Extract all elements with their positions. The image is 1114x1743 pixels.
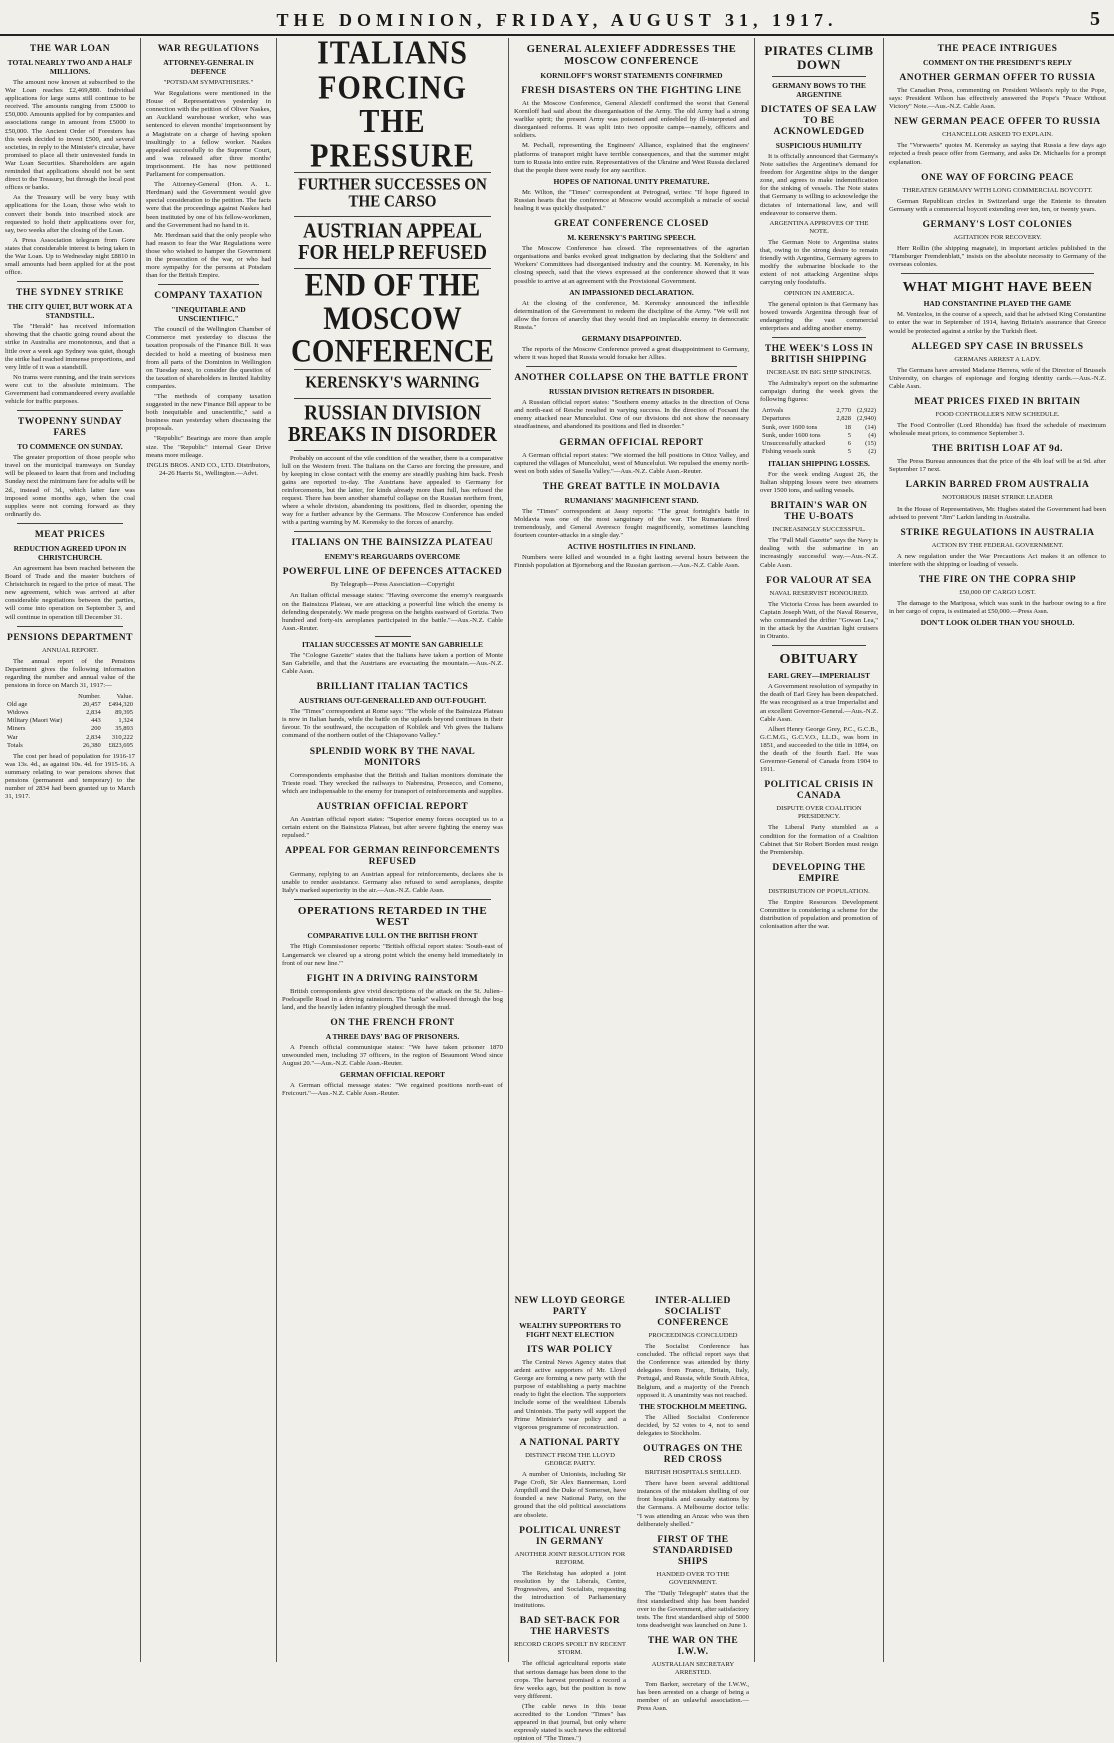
subheadline: ANNUAL REPORT. xyxy=(41,646,99,654)
table-row: Old age 20,457 £494,320 xyxy=(7,701,133,709)
subheadline: £50,000 OF CARGO LOST. xyxy=(959,589,1036,596)
byline: By Telegraph—Press Association—Copyright xyxy=(330,581,455,589)
article-text: The Empire Resources Development Committee is considering a scheme for the distribution of population and promotion of colonisation after the war. xyxy=(760,898,878,931)
article-text: Herr Rollin (the shipping magnate), in important articles published in the "Hamburger Fremdenblatt," insists on the absolute necessity to Germany of the overseas colonies. xyxy=(889,245,1106,269)
subheadline: ITALIAN SHIPPING LOSSES. xyxy=(768,458,870,468)
column-peace-intrigues xyxy=(884,38,1114,1662)
subheadline: BRITISH HOSPITALS SHELLED. xyxy=(644,1469,742,1477)
headline: THE GREAT BATTLE IN MOLDAVIA xyxy=(542,481,721,492)
article-text: German Republican circles in Switzerland urge the Entente to threaten Germany with a commercial boycott extending over ten, ten, or twenty years. xyxy=(889,197,1106,213)
article-text: Albert Henry George Grey, P.C., G.C.B., G.C.M.G., G.C.V.O., LL.D., was born in 1851, and succeeded to the title in 1894, on the death of the fourth Earl. He was Governor-General of Canada from 1904 to 1911. xyxy=(760,725,878,774)
article-text: The Germans have arrested Madame Herrera, wife of the Director of Brussels University, on charges of espionage and forging identity cards.—Aus.-N.Z. Cable Assn. xyxy=(889,366,1106,390)
newspaper-title: THE DOMINION, FRIDAY, AUGUST 31, 1917. xyxy=(276,10,838,30)
article-text: War Regulations were mentioned in the House of Representatives yesterday in connection with the petition of Oliver Naskes, an Auckland warehouse worker, who was sentenced to eleven months' imprisonment by a Magistrate on a charge of having spoken insultingly to a fellow worker. Naskes appealed successfully to the Supreme Court, and was released after three months' imprisonment. He has now petitioned Parliament for compensation. xyxy=(146,90,271,179)
headline: NEW GERMAN PEACE OFFER TO RUSSIA xyxy=(894,117,1101,128)
column-war-regulations xyxy=(141,38,276,1662)
headline: WHAT MIGHT HAVE BEEN xyxy=(902,280,1093,296)
subheadline: M. KERENSKY'S PARTING SPEECH. xyxy=(567,233,696,243)
subheadline: NOTORIOUS IRISH STRIKE LEADER xyxy=(942,494,1053,502)
article-text: An Austrian official report states: "Superior enemy forces occupied us to a certain extent on the Bainsizza Plateau, but after severe fighting the enemy was repulsed." xyxy=(282,815,503,840)
pensions-table xyxy=(5,693,135,750)
article-text: It is officially announced that Germany's Note satisfies the Argentine's demand for freedom for Argentine ships in the danger zone, and agrees to make indemnification for the sinking of vessels. The Note states that Germany is willing to acknowledge the dictates of international law, and will endeavour to conserve them. xyxy=(760,153,878,217)
headline: MEAT PRICES FIXED IN BRITAIN xyxy=(914,396,1081,407)
banner-headline: FURTHER SUCCESSES ON THE CARSO xyxy=(298,176,487,212)
article-text: The "Times" correspondent at Rome says: "The whole of the Bainsizza Plateau is now in Italian hands, while the battle on the uplands beyond continues in their favour. To the southward, the occupation of Kobilek and Vrh gives the Italians command of the northern outlet of the Chiapovano Valley." xyxy=(282,708,503,740)
subheadline: REDUCTION AGREED UPON IN CHRISTCHURCH. xyxy=(13,543,127,562)
headline: GERMAN OFFICIAL REPORT xyxy=(559,437,704,448)
article-text: The Canadian Press, commenting on President Wilson's reply to the Pope, says: President Wilson has effectively answered the Pope's "Peace Without Victory" Note.—Aus.-N.Z. Cable Assn. xyxy=(889,87,1106,111)
headline: FRESH DISASTERS ON THE FIGHTING LINE xyxy=(521,86,742,96)
advertisement-text: INGLIS BROS. AND CO., LTD. Distributors, 24-26 Harris St., Wellington.—Advt. xyxy=(146,461,271,477)
divider xyxy=(294,398,491,399)
subheadline: ACTION BY THE FEDERAL GOVERNMENT. xyxy=(931,541,1064,549)
headline: ALLEGED SPY CASE IN BRUSSELS xyxy=(911,341,1084,352)
subheadline: INCREASE IN BIG SHIP SINKINGS. xyxy=(766,368,872,376)
column-italians xyxy=(277,34,508,1662)
article-text: There have been several additional instances of the mistaken shelling of our front hospitals and casualty stations by the Germans. A Melbourne doctor tells: "I was attending an Anzac who was then deliberately shelled." xyxy=(637,1480,749,1528)
divider xyxy=(772,337,866,338)
article-text: At the closing of the conference, M. Kerensky announced the inflexible determination of the Government to redeem the discipline of the Army. "We will not allow the forces of anarchy that they would find an implacable enemy in democratic Russia." xyxy=(514,299,749,331)
headline: NEW LLOYD GEORGE PARTY xyxy=(514,1296,626,1317)
article-text: The Reichstag has adopted a joint resolution by the Liberals, Centre, Progressives, and Socialists, requesting the introduction of Parliamentary institutions. xyxy=(514,1569,626,1610)
table-row: Departures 2,828 (2,940) xyxy=(762,415,876,423)
headline: APPEAL FOR GERMAN REINFORCEMENTS REFUSED xyxy=(285,846,500,868)
page-number: 5 xyxy=(1090,8,1100,30)
headline: ANOTHER COLLAPSE ON THE BATTLE FRONT xyxy=(514,373,749,384)
subheadline: GERMANS ARREST A LADY. xyxy=(954,355,1041,363)
article-text: A number of Unionists, including Sir Page Croft, Sir Alex Bannerman, Lord Ampthill and the Duke of Somerset, have founded a new National Party, on the ground that the old political associations are obsolete. xyxy=(514,1471,626,1519)
divider xyxy=(294,450,491,451)
table-header: Number. xyxy=(78,693,101,701)
subheadline: ITALIAN SUCCESSES AT MONTE SAN GABRIELLE xyxy=(301,639,484,649)
headline: PIRATES CLIMB DOWN xyxy=(764,43,874,72)
subheadline: INCREASINGLY SUCCESSFUL. xyxy=(772,526,866,534)
article-text: An agreement has been reached between the Board of Trade and the master butchers of Christchurch in regard to the price of meat. The new agreement, which was arrived at after considerable negotiations between the parties, will come into operation on September 3, and will continue in operation till December 31. xyxy=(5,564,135,621)
divider xyxy=(17,523,123,524)
divider xyxy=(375,636,411,637)
subheadline: RECORD CROPS SPOILT BY RECENT STORM. xyxy=(514,1641,626,1657)
divider xyxy=(294,369,491,370)
article-text: The Liberal Party stumbled as a condition for the formation of a Coalition Cabinet that Sir Robert Borden must resign the Premiership. xyxy=(760,824,878,856)
subheadline: NAVAL RESERVIST HONOURED. xyxy=(769,589,869,597)
table-row: War 2,834 310,222 xyxy=(7,733,133,741)
article-text: The Allied Socialist Conference decided, by 52 votes to 4, not to send delegates to Stockholm. xyxy=(637,1413,749,1437)
table-row: Arrivals 2,770 (2,922) xyxy=(762,407,876,415)
article-text: The Victoria Cross has been awarded to Captain Joseph Watt, of the Naval Reserve, who commanded the drifter "Gowan Lea," in the attack by the Austrian light cruisers in Otranto. xyxy=(760,600,878,641)
column-lloyd-george xyxy=(509,1290,631,1743)
headline: POLITICAL CRISIS IN CANADA xyxy=(764,780,874,802)
article-text: A Russian official report states: "Southern enemy attacks in the direction of Ocna and north-east of Resche resulted in varying success. In the direction of Focsani the enemy attacked near Muncelului. One of our divisions did not show the necessary steadfastness, and abandoned its positions and fled in disorder." xyxy=(514,399,749,431)
column-socialist-conference xyxy=(632,1290,754,1712)
article-text: Probably on account of the vile condition of the weather, there is a comparative lull on the Western front. The Italians on the Carso are forcing the pressure, and by keeping in close contact with the enemy are steadily pushing him back. Fresh gains are reported to-day. The Austrians have appealed to Germany for reinforcements, but the latter, for kinds already more than full, has refused the request. There has been another shameful collapse on the Russian northern front, where a whole division, abandoning its positions, fled in disorder, opening the way for a further advance by the Germans. The Moscow Conference has ended with a parting warning by M. Kerensky to the forces of anarchy. xyxy=(282,454,503,527)
subheadline: "INEQUITABLE AND UNSCIENTIFIC." xyxy=(171,305,246,324)
headline: POLITICAL UNREST IN GERMANY xyxy=(519,1525,621,1547)
divider xyxy=(17,281,123,282)
subheadline: ANOTHER JOINT RESOLUTION FOR REFORM. xyxy=(514,1550,626,1566)
headline: OUTRAGES ON THE RED CROSS xyxy=(643,1444,743,1466)
headline: FOR VALOUR AT SEA xyxy=(766,575,872,586)
headline: MEAT PRICES xyxy=(34,529,106,540)
divider xyxy=(772,645,866,646)
article-text: Mr. Herdman said that the only people who had reason to fear the War Regulations were those who wished to hamper the Government in the prosecution of the war, or who had more sympathy for the persons at Potsdam than for the British Empire. xyxy=(146,231,271,280)
article-text: M. Venizelos, in the course of a speech, said that he advised King Constantine to enter the war in September of 1914, having Britain's assurance that Greece would be protected against a strike by the Turkish fleet. xyxy=(889,311,1106,335)
article-text: The "Vorwaerts" quotes M. Kerensky as saying that Russia a few days ago rejected a fresh peace offer from Germany, and asks Dr. Michaelis for a prompt explanation. xyxy=(889,142,1106,166)
headline: INTER-ALLIED SOCIALIST CONFERENCE xyxy=(655,1296,731,1328)
article-text: A new regulation under the War Precautions Act makes it an offence to interfere with the shipping or loading of vessels. xyxy=(889,552,1106,568)
subheadline: AGITATION FOR RECOVERY. xyxy=(953,233,1042,241)
headline: BAD SET-BACK FOR THE HARVESTS xyxy=(519,1616,621,1638)
headline: POWERFUL LINE OF DEFENCES ATTACKED xyxy=(282,567,503,578)
article-text: Tom Barker, secretary of the I.W.W., has been arrested on a charge of being a member of an unlawful association.—Press Assn. xyxy=(637,1680,749,1712)
subheadline: EARL GREY—IMPERIALIST xyxy=(768,671,870,681)
headline: BRILLIANT ITALIAN TACTICS xyxy=(316,682,469,693)
subheadline: SUSPICIOUS HUMILITY xyxy=(775,141,863,150)
article-text: A German official report states: "We stormed the hill positions in Oitoz Valley, and captured the villages of Muncelului, west of Muncelului. We repulsed the enemy north-west on both sides of Sasella Valley."—Aus.-N.Z. Cable Assn.-Reuter. xyxy=(514,451,749,475)
article-text: Numbers were killed and wounded in a fight lasting several hours between the Finnish population at Bjorneborg and the Russian garrison.—Aus.-N.Z. Cable Assn. xyxy=(514,554,749,570)
headline: THE WAR LOAN xyxy=(29,44,111,54)
subheadline: COMPARATIVE LULL ON THE BRITISH FRONT xyxy=(307,931,478,941)
headline: ANOTHER GERMAN OFFER TO RUSSIA xyxy=(899,73,1096,83)
table-row: Military (Maori War) 443 1,324 xyxy=(7,717,133,725)
article-text: The German Note to Argentina states that, owing to the strong desire to remain friendly with Argentina, Germany agrees to modify the submarine blockade to the extent of not attacking Argentine ships carrying only foodstuffs. xyxy=(760,238,878,287)
subheadline: KORNILOFF'S WORST STATEMENTS CONFIRMED xyxy=(540,71,723,80)
article-text: The Moscow Conference has closed. The representatives of the agrarian organisations and banks evoked great indignation by declaring that the Soldiers' and Workers' Committees had disorganised industry and the country. M. Kerensky, in his closing speech, said that the views expressed at the conference showed that it was possible to arrive at an agreement with the Provisional Government. xyxy=(514,245,749,285)
article-text: The Socialist Conference has concluded. The official report says that the Conference was attended by thirty delegates from France, Britain, Italy, Portugal, and Russia, while South Africa, Belgium, and a majority of the French opposed it. A unanimity was not reached. xyxy=(637,1343,749,1399)
headline: THE SYDNEY STRIKE xyxy=(16,288,124,299)
headline: GREAT CONFERENCE CLOSED xyxy=(554,219,709,230)
headline: THE BRITISH LOAF AT 9d. xyxy=(932,444,1063,455)
subheadline: THE STOCKHOLM MEETING. xyxy=(639,1401,747,1411)
subheadline: GERMAN OFFICIAL REPORT xyxy=(339,1070,446,1080)
article-text: The amount now known at subscribed to the War Loan reaches £2,469,880. Individual applications for large sums still continue to be received. The amounts ranging from £5000 to £50,000. Amounts applied for by companies and associations range in amount from £5000 to £50,000. The Ancient Order of Foresters has this week decided to invest £500, and several societies, in reply to the Minister's circular, have promised to place all their uninvested funds in War Loan Securities. Shareholders are again reminded that applications should not be sent direct to the Treasury, but through the local post offices or banks. xyxy=(5,79,136,192)
table-row: Sunk, over 1600 tons 18 (14) xyxy=(762,423,876,431)
divider xyxy=(526,366,737,367)
article-text: The "Daily Telegraph" states that the first standardised ship has been handed over to the Government, after satisfactory tests. The first standardised ship of 5000 tons deadweight was launched on June 1. xyxy=(637,1589,749,1630)
subheadline: RUSSIAN DIVISION RETREATS IN DISORDER. xyxy=(548,387,715,397)
table-row: Sunk, under 1600 tons 5 (4) xyxy=(762,431,876,439)
subheadline: HOPES OF NATIONAL UNITY PREMATURE. xyxy=(553,176,710,186)
table-row: Unsuccessfully attacked 6 (15) xyxy=(762,439,876,447)
article-text: The damage to the Mariposa, which was sunk in the harbour owing to a fire in her cargo of copra, is estimated at £50,000.—Press Assn. xyxy=(889,600,1106,616)
headline: TWOPENNY SUNDAY FARES xyxy=(17,417,123,439)
article-text: The Admiralty's report on the submarine campaign during the week gives the following figures: xyxy=(760,380,878,404)
column-war-loan xyxy=(0,38,140,1662)
article-text: The Food Controller (Lord Rhondda) has fixed the schedule of maximum wholesale meat prices, to commence September 3. xyxy=(889,422,1106,438)
banner-headline: END OF THE MOSCOW CONFERENCE xyxy=(290,267,494,370)
headline: GERMANY'S LOST COLONIES xyxy=(922,219,1073,230)
subheadline: ATTORNEY-GENERAL IN DEFENCE xyxy=(163,58,254,76)
article-text: A Press Association telegram from Gore states that considerable interest is being taken in the War Loan. Up to Wednesday night £8810 in small amounts had been applied for at the post office. xyxy=(5,236,135,277)
subheadline: OPINION IN AMERICA. xyxy=(783,289,855,297)
banner-headline: AUSTRIAN APPEAL FOR HELP REFUSED xyxy=(298,219,487,265)
subheadline: TOTAL NEARLY TWO AND A HALF MILLIONS. xyxy=(7,58,133,76)
headline: ITS WAR POLICY xyxy=(526,1345,613,1355)
headline: OBITUARY xyxy=(779,652,859,668)
headline: THE WEEK'S LOSS IN BRITISH SHIPPING xyxy=(764,343,874,365)
article-text: The High Commissioner reports: "British official report states: 'South-east of Langemarck we cleared up a strong point which the enemy held immediately in front of our new line.'" xyxy=(282,943,503,967)
article-text: A German official message states: "We regained positions north-east of Freicourt."—Aus.-N.Z. Cable Assn.-Reuter. xyxy=(282,1082,503,1098)
article-text: The "Herald" has received information showing that the chaotic going round about the strike in Australia are monotonous, and that a little over a week ago Sydney was quiet, though the strike had reached immense proportions, and very little of it was a standstill. xyxy=(5,323,135,371)
banner-headline: ITALIANS FORCING THE PRESSURE xyxy=(310,34,475,175)
headline: AUSTRIAN OFFICIAL REPORT xyxy=(316,801,469,812)
subheadline: A THREE DAYS' BAG OF PRISONERS. xyxy=(325,1031,460,1041)
subheadline: HANDED OVER TO THE GOVERNMENT. xyxy=(656,1570,730,1586)
subheadline: THE CITY QUIET, BUT WORK AT A STANDSTILL. xyxy=(7,302,133,321)
article-text: Germany, replying to an Austrian appeal for reinforcements, declares she is unable to render assistance. Germany also refused to send aeroplanes, despite Italy's marked superiority in the air.—Aus.-N.Z. Cable Assn. xyxy=(282,871,503,895)
headline: FIGHT IN A DRIVING RAINSTORM xyxy=(306,973,479,984)
subheadline: ENEMY'S REARGUARDS OVERCOME xyxy=(324,552,461,562)
subheadline: DISTINCT FROM THE LLOYD GEORGE PARTY. xyxy=(525,1451,615,1467)
headline: THE PEACE INTRIGUES xyxy=(937,44,1058,54)
subheadline: DISTRIBUTION OF POPULATION. xyxy=(768,887,870,895)
headline: COMPANY TAXATION xyxy=(154,291,263,302)
table-row: Widows 2,834 89,395 xyxy=(7,709,133,717)
headline: BRITAIN'S WAR ON THE U-BOATS xyxy=(770,501,868,523)
table-row: Fishing vessels sunk 5 (2) xyxy=(762,447,876,455)
shipping-table xyxy=(760,407,878,456)
article-text: The greater proportion of those people who travel on the municipal tramways on Sunday will be pleased to learn that from and including Sunday next the minimum fare for adults will be 2d., instead of 3d., which latter fare was imposed some months ago, when the coal supplies were not coming forward as they ordinarily do. xyxy=(5,454,136,518)
subheadline: HAD CONSTANTINE PLAYED THE GAME xyxy=(923,299,1072,309)
headline: THE FIRE ON THE COPRA SHIP xyxy=(918,575,1077,585)
article-text: The council of the Wellington Chamber of Commerce met yesterday to discuss the taxation proposals of the Finance Bill. It was decided to hold a meeting of business men from all parts of the Dominion in Wellington on Tuesday next, to consider the question of the taxation of shareholders in limited liability companies. xyxy=(146,326,271,390)
article-text: "The methods of company taxation suggested in the new Finance Bill appear to be both inequitable and unscientific," said a business man yesterday when discussing the proposals. xyxy=(146,393,271,433)
article-text: The Central News Agency states that ardent active supporters of Mr. Lloyd George are forming a new party with the purpose of establishing a party machine ready to fight the election. The supporters include some of the wealthiest Liberals and Unionists. The party will support the Prime Minister's war policy and a vigorous programme of reconstruction. xyxy=(514,1359,626,1431)
headline: OPERATIONS RETARDED IN THE WEST xyxy=(297,905,488,929)
headline: A NATIONAL PARTY xyxy=(519,1437,621,1448)
article-text: Correspondents emphasise that the British and Italian monitors dominate the Trieste road. They wrecked the railways to Nabresina, Prosecco, and Comeno, which are indispensable to the enemy for transport of reinforcements and supplies. xyxy=(282,771,503,795)
article-text: An Italian official message states: "Having overcome the enemy's rearguards on the Bainsizza Plateau, we are attacking a powerful line which the enemy is defending desperately. We made progress on the heights eastward of Gorizia. Two hundred and forty-six aeroplanes participated in the battle."—Aus.-N.Z. Cable Assn.-Reuter. xyxy=(282,592,503,632)
subheadline: AN IMPASSIONED DECLARATION. xyxy=(569,287,694,297)
headline: ITALIANS ON THE BAINSIZZA PLATEAU xyxy=(291,538,494,549)
article-text: For the week ending August 26, the Italian shipping losses were two steamers over 1500 tons, and sailing vessels. xyxy=(760,470,878,495)
divider xyxy=(294,531,491,532)
article-text: The "Times" correspondent at Jassy reports: "The great fortnight's battle in Moldavia was one of the most sanguinary of the war. The Rumanians fired tremendously, and General Averesco fought magnificently, sometimes launching fourteen counter-attacks in a single day." xyxy=(514,507,749,540)
subheadline: DISPUTE OVER COALITION PRESIDENCY. xyxy=(776,805,862,821)
article-text: A French official communique states: "We have taken prisoner 1870 unwounded men, including 37 officers, in the region of Beaumont Wood since August 20."—Aus.-N.Z. Cable Assn.-Reuter. xyxy=(282,1043,503,1068)
headline: THE WAR ON THE I.W.W. xyxy=(647,1636,739,1658)
article-text: M. Pechall, representing the Engineers' Alliance, explained that the engineers' platforms of transport might have terrible consequences, and that the summer might turn to Russia into entire ruin. Representatives of the Ukraine and West Russia declared that the people there were ready for any sacrifice. xyxy=(514,142,749,174)
advertisement-text: DON'T LOOK OLDER THAN YOU SHOULD. xyxy=(920,618,1075,628)
table-row: Miners 200 35,893 xyxy=(7,725,133,733)
subheadline: FOOD CONTROLLER'S NEW SCHEDULE. xyxy=(935,410,1060,418)
article-text: The general opinion is that Germany has bowed towards Argentina through fear of endangering the vast commercial enterprises and adding another enemy. xyxy=(760,300,878,332)
subheadline: TO COMMENCE ON SUNDAY. xyxy=(17,442,123,452)
article-text: The official agricultural reports state that serious damage has been done to the crops. The harvest promised a record a few weeks ago, but the position is now very different. xyxy=(514,1660,626,1700)
subheadline: WEALTHY SUPPORTERS TO FIGHT NEXT ELECTION xyxy=(519,1321,621,1339)
editorial-note: (The cable news in this issue accredited to the London "Times" has appeared in that journal, but only where expressly stated is such news the editorial opinion of "The Times.") xyxy=(514,1702,626,1743)
subheadline: COMMENT ON THE PRESIDENT'S REPLY xyxy=(922,58,1073,67)
article-text: As the Treasury will be very busy with applications for the Loan, those who wish to convert their bonds into inscribed stock are requested to hold their applications over for, say, two weeks after the closing of the Loan. xyxy=(5,194,135,234)
headline: SPLENDID WORK BY THE NAVAL MONITORS xyxy=(309,746,476,768)
headline: DICTATES OF SEA LAW TO BE ACKNOWLEDGED xyxy=(760,105,878,137)
article-text: At the Moscow Conference, General Alexieff confirmed the worst that General Korniloff had said about the disorganisation of the Army. The old Army had a strong warlike spirit; the present Army was poisoned and enfeebled by ill-interpreted and disorganised reforms. It was split into two opposite camps—namely, officers and soldiers. xyxy=(514,100,749,140)
headline: STRIKE REGULATIONS IN AUSTRALIA xyxy=(900,527,1095,538)
subheadline: ARGENTINA APPROVES OF THE NOTE. xyxy=(769,219,869,235)
headline: PENSIONS DEPARTMENT xyxy=(7,632,133,643)
article-text: The reports of the Moscow Conference proved a great disappointment to Germany, where it was hoped that Russia would forsake her Allies. xyxy=(514,345,749,362)
article-text: The "Cologne Gazette" states that the Italians have taken a portion of Monte San Gabrielle, and that the Austrians are evacuating the mountain.—Aus.-N.Z. Cable Assn. xyxy=(282,651,503,676)
headline: ON THE FRENCH FRONT xyxy=(330,1017,455,1028)
subheadline: CHANCELLOR ASKED TO EXPLAIN. xyxy=(942,131,1053,139)
divider xyxy=(158,284,259,285)
article-text: A Government resolution of sympathy in the death of Earl Grey has been despatched. He was recognised as a true Imperialist and an excellent Governor-General.—Aus.-N.Z. Cable Assn. xyxy=(760,683,878,723)
headline: ONE WAY OF FORCING PEACE xyxy=(921,172,1074,183)
subheadline: GERMANY BOWS TO THE ARGENTINE xyxy=(772,81,866,99)
divider xyxy=(294,899,491,900)
article-text: The Press Bureau announces that the price of the 4lb loaf will be at 9d. after September 17 next. xyxy=(889,458,1106,474)
subheadline: PROCEEDINGS CONCLUDED xyxy=(648,1332,738,1339)
headline: FIRST OF THE STANDARDISED SHIPS xyxy=(652,1534,734,1567)
headline: GENERAL ALEXIEFF ADDRESSES THE MOSCOW CONFERENCE xyxy=(526,44,737,67)
column-pirates xyxy=(755,38,883,1662)
headline: WAR REGULATIONS xyxy=(157,44,260,54)
subheadline: THREATEN GERMANY WITH LONG COMMERCIAL BOYCOTT. xyxy=(902,186,1093,194)
article-text: In the House of Representatives, Mr. Hughes stated the Government had been advised to prevent "Jim" Larkin landing in Australia. xyxy=(889,505,1106,521)
article-text: No trams were running, and the train services were cut to the absolute minimum. The Government had commandeered every available vehicle for traffic purposes. xyxy=(5,373,135,406)
subheadline: "POTSDAM SYMPATHISERS." xyxy=(163,79,254,86)
subheadline: AUSTRIANS OUT-GENERALLED AND OUT-FOUGHT. xyxy=(298,696,487,706)
subheadline: AUSTRALIAN SECRETARY ARRESTED. xyxy=(651,1661,735,1677)
headline: LARKIN BARRED FROM AUSTRALIA xyxy=(905,480,1090,491)
divider xyxy=(17,410,123,411)
banner-headline: KERENSKY'S WARNING xyxy=(305,374,480,393)
divider xyxy=(294,216,491,217)
article-text: British correspondents give vivid descriptions of the attack on the St. Julien–Poelcapelle Road in a driving rainstorm. The "tanks" wallowed through the bog land, and the heavily laden infantry ploughed through the mud. xyxy=(282,987,503,1011)
article-text: The cost per head of population for 1916-17 was 13s. 4d., as against 10s. 4d. for 1915-16. A summary relating to war pensions shows that pensions (permanent and temporary) to the number of 2834 had been granted up to March 31, 1917. xyxy=(5,752,135,801)
divider xyxy=(17,626,123,627)
advertisement-text: "Republic" Bearings are more than ample size. The "Republic" internal Gear Drive means more mileage. xyxy=(146,435,271,459)
banner-headline: RUSSIAN DIVISION BREAKS IN DISORDER xyxy=(287,401,498,447)
article-text: The annual report of the Pensions Department gives the following information regarding the number and annual value of the pensions in force on March 31, 1917:— xyxy=(5,657,135,689)
divider xyxy=(901,273,1094,274)
article-text: Mr. Wilton, the "Times" correspondent at Petrograd, writes: "If hope figured in Russian hearts that the conference at Moscow would accomplish a miracle of social healing it was quickly dissipated." xyxy=(514,188,749,213)
table-header: Value. xyxy=(116,693,133,701)
headline: DEVELOPING THE EMPIRE xyxy=(772,862,866,884)
masthead xyxy=(0,0,1114,36)
article-text: The Attorney-General (Hon. A. L. Herdman) said the Government would give special consideration to the petition. The facts were that the proceedings against Naskes had been instituted by one of his fellow-workmen, and the Government had no hand in it. xyxy=(146,181,271,229)
table-row: Totals 26,380 £823,695 xyxy=(7,741,133,749)
divider xyxy=(772,76,866,77)
article-text: The "Pall Mall Gazette" says the Navy is dealing with the submarine in an increasingly successful way.—Aus.-N.Z. Cable Assn. xyxy=(760,537,878,569)
subheadline: RUMANIANS' MAGNIFICENT STAND. xyxy=(564,495,699,505)
subheadline: ACTIVE HOSTILITIES IN FINLAND. xyxy=(567,542,696,552)
subheadline: GERMANY DISAPPOINTED. xyxy=(581,333,682,343)
